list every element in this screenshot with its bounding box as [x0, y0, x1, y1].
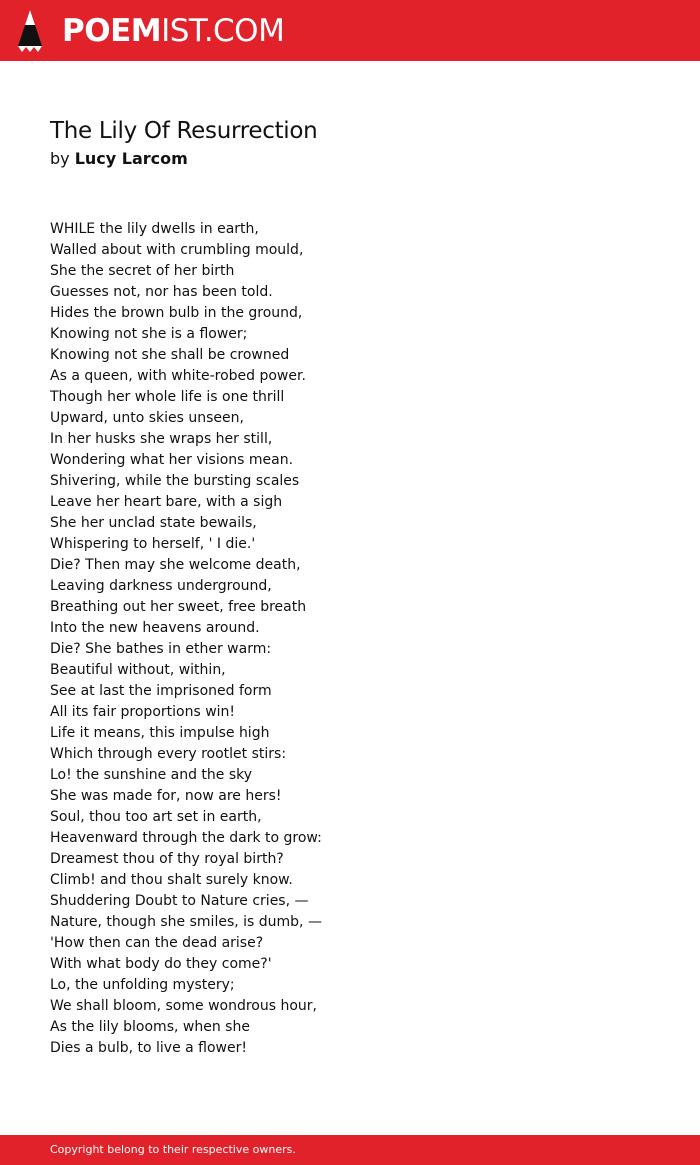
copyright-text: Copyright belong to their respective owners. [50, 1143, 296, 1156]
brand-name-bold: POEM [62, 13, 162, 49]
poem-line: 'How then can the dead arise? [50, 935, 264, 951]
poem-line: She the secret of her birth [50, 263, 235, 279]
poem-line: Knowing not she shall be crowned [50, 347, 290, 363]
poem-line: See at last the imprisoned form [50, 683, 272, 699]
poem-line: WHILE the lily dwells in earth, [50, 221, 259, 237]
poem-line: Walled about with crumbling mould, [50, 242, 304, 258]
poem-line: Upward, unto skies unseen, [50, 410, 244, 426]
poem-line: As a queen, with white-robed power. [50, 368, 306, 384]
site-logo[interactable] [62, 12, 284, 50]
poem-line: Dreamest thou of thy royal birth? [50, 851, 284, 867]
pencil-icon [18, 10, 42, 52]
poem-line: Leaving darkness underground, [50, 578, 272, 594]
poem-line: Into the new heavens around. [50, 620, 260, 636]
poem-line: Guesses not, nor has been told. [50, 284, 273, 300]
poem-line: Lo, the unfolding mystery; [50, 977, 235, 993]
site-footer [0, 1135, 700, 1165]
poem-line: All its fair proportions win! [50, 704, 236, 720]
poem-line: Lo! the sunshine and the sky [50, 767, 253, 783]
poem-line: Dies a bulb, to live a flower! [50, 1040, 247, 1056]
poem-line: Leave her heart bare, with a sigh [50, 494, 283, 510]
poem-line: Shuddering Doubt to Nature cries, — [50, 893, 309, 909]
poem-line: Nature, though she smiles, is dumb, — [50, 914, 322, 930]
poem-title: The Lily Of Resurrection [50, 118, 318, 144]
poem-line: In her husks she wraps her still, [50, 431, 273, 447]
poem-line: Though her whole life is one thrill [50, 389, 285, 405]
poem-line: Die? Then may she welcome death, [50, 557, 301, 573]
poem-line: Climb! and thou shalt surely know. [50, 872, 293, 888]
brand-name-light: IST.COM [161, 13, 285, 49]
poem-line: Shivering, while the bursting scales [50, 473, 300, 489]
site-header [0, 0, 700, 61]
poem-line: Heavenward through the dark to grow: [50, 830, 322, 846]
poem-line: Hides the brown bulb in the ground, [50, 305, 303, 321]
poem-line: Which through every rootlet stirs: [50, 746, 287, 762]
poem-line: Wondering what her visions mean. [50, 452, 294, 468]
poem-line: Die? She bathes in ether warm: [50, 641, 272, 657]
author-name[interactable]: Lucy Larcom [74, 149, 188, 168]
poem-line: Life it means, this impulse high [50, 725, 270, 741]
poem-line: She was made for, now are hers! [50, 788, 282, 804]
poem-line: With what body do they come?' [50, 956, 272, 972]
by-label: by [50, 149, 70, 168]
poem-line: Knowing not she is a flower; [50, 326, 248, 342]
poem-line: She her unclad state bewails, [50, 515, 257, 531]
poem-line: Beautiful without, within, [50, 662, 226, 678]
poem-byline [50, 148, 188, 170]
poem-line: Soul, thou too art set in earth, [50, 809, 262, 825]
poem-body [50, 219, 322, 1059]
poem-line: Breathing out her sweet, free breath [50, 599, 307, 615]
poem-line: Whispering to herself, ' I die.' [50, 536, 256, 552]
poem-line: We shall bloom, some wondrous hour, [50, 998, 317, 1014]
poem-line: As the lily blooms, when she [50, 1019, 250, 1035]
